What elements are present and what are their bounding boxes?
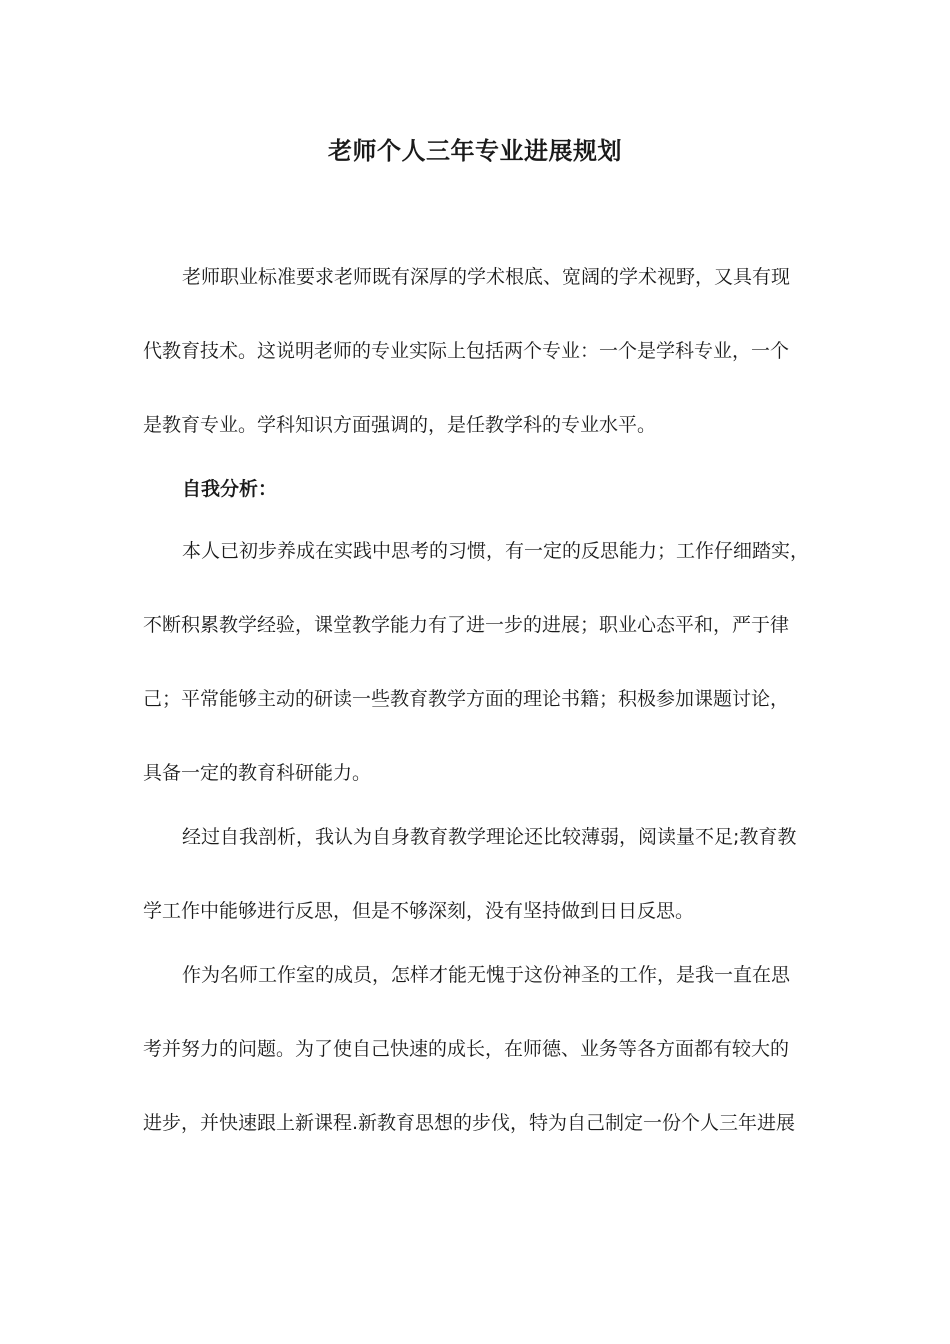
paragraph-line: 本人已初步养成在实践中思考的习惯，有一定的反思能力；工作仔细踏实，: [182, 540, 810, 562]
paragraph-line: 具备一定的教育科研能力。: [143, 762, 372, 784]
paragraph-line: 不断积累教学经验，课堂教学能力有了进一步的进展；职业心态平和，严于律: [143, 614, 790, 636]
document-title: 老师个人三年专业进展规划: [328, 137, 622, 165]
section-heading: 自我分析：: [182, 478, 278, 500]
paragraph-line: 己；平常能够主动的研读一些教育教学方面的理论书籍；积极参加课题讨论，: [143, 688, 790, 710]
paragraph-line: 进步，并快速跟上新课程.新教育思想的步伐，特为自己制定一份个人三年进展: [143, 1112, 796, 1134]
paragraph-line: 老师职业标准要求老师既有深厚的学术根底、宽阔的学术视野，又具有现: [182, 266, 791, 288]
paragraph-line: 考并努力的问题。为了使自己快速的成长，在师德、业务等各方面都有较大的: [143, 1038, 790, 1060]
paragraph-line: 经过自我剖析，我认为自身教育教学理论还比较薄弱，阅读量不足;教育教: [182, 826, 797, 848]
paragraph-line: 代教育技术。这说明老师的专业实际上包括两个专业：一个是学科专业，一个: [143, 340, 790, 362]
paragraph-line: 是教育专业。学科知识方面强调的，是任教学科的专业水平。: [143, 414, 657, 436]
paragraph-line: 作为名师工作室的成员，怎样才能无愧于这份神圣的工作，是我一直在思: [182, 964, 791, 986]
paragraph-line: 学工作中能够进行反思，但是不够深刻，没有坚持做到日日反思。: [143, 900, 695, 922]
